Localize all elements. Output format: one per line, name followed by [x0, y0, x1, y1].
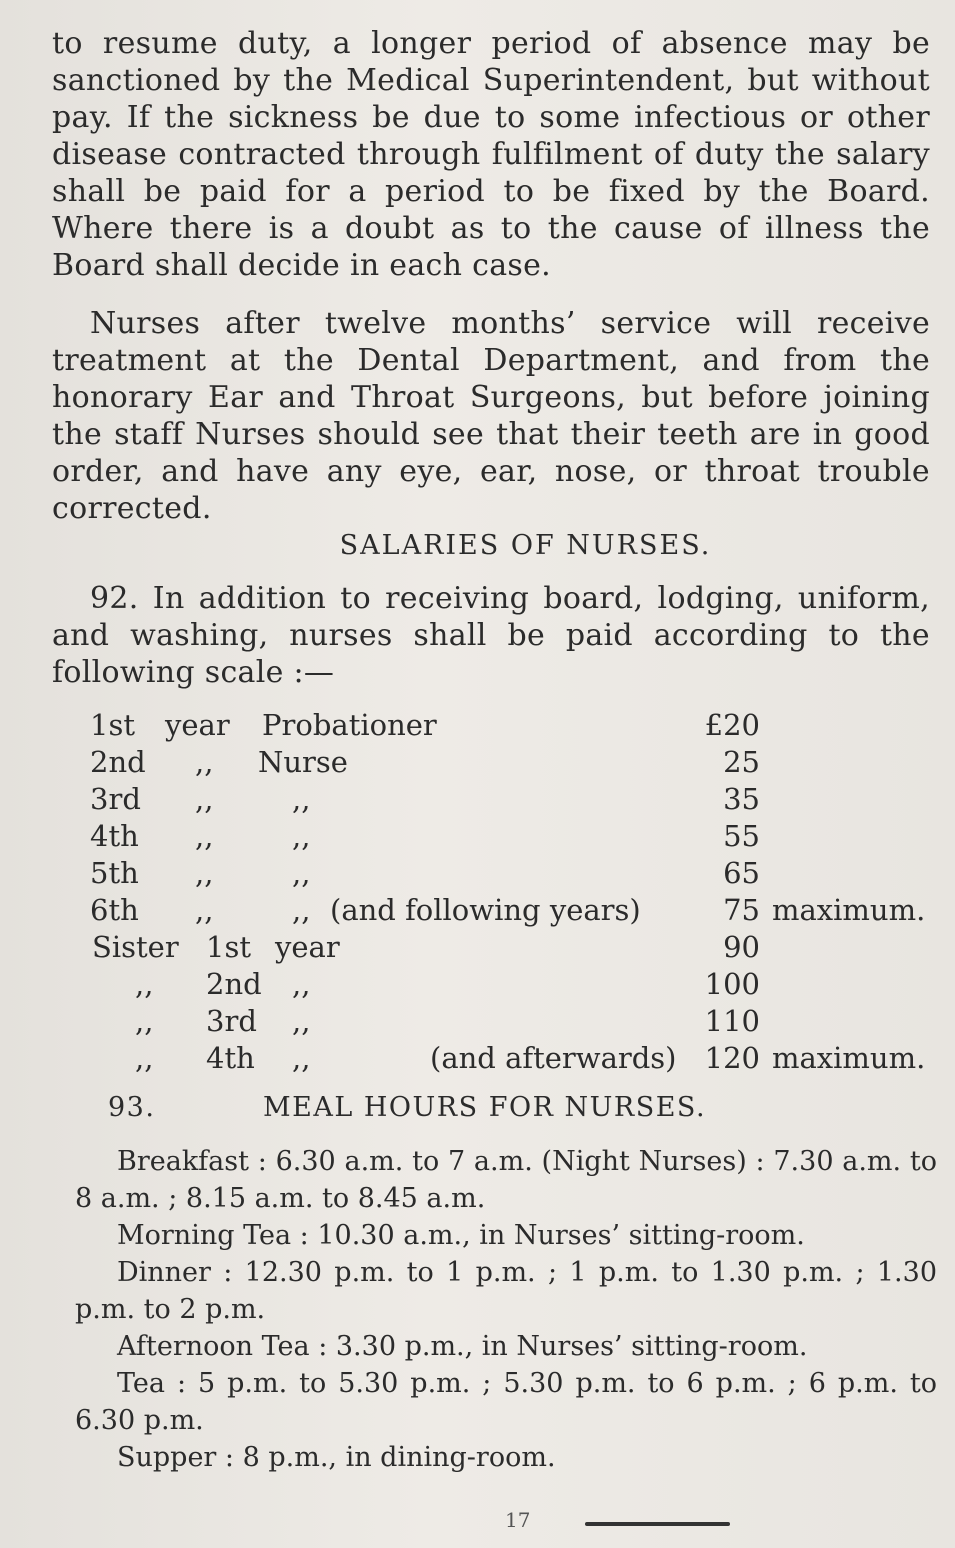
scale-row-3-amount: 35 — [723, 782, 760, 816]
meal-supper: Supper : 8 p.m., in dining-room. — [117, 1442, 556, 1473]
scale-row-5-amount: 65 — [723, 856, 760, 890]
scale-row-4-ditto: ,, — [195, 819, 214, 853]
scale-row-9-amount: 110 — [704, 1004, 760, 1038]
scale-row-6-year: 6th — [90, 893, 139, 927]
scale-row-5-year: 5th — [90, 856, 139, 890]
scale-row-7-amount: 90 — [723, 930, 760, 964]
scale-row-3-year: 3rd — [90, 782, 141, 816]
scale-row-10-grade: ,, — [292, 1041, 311, 1075]
meal-tea: Tea : 5 p.m. to 5.30 p.m. ; 5.30 p.m. to 6 p.m. ; 6 p.m. to 6.30 p.m. — [75, 1368, 937, 1436]
scale-row-9-ditto: 3rd — [206, 1004, 257, 1038]
scale-row-6-suffix: maximum. — [772, 893, 926, 927]
dental-paragraph: Nurses after twelve months’ service will receive treatment at the Dental Department, and from the honorary Ear and Throat Surgeons, but before joining the staff Nurses should see that their teeth are in good order, and have any eye, ear, nose, or throat trouble corrected. — [52, 306, 930, 526]
meal-dinner: Dinner : 12.30 p.m. to 1 p.m. ; 1 p.m. to 1.30 p.m. ; 1.30 p.m. to 2 p.m. — [75, 1257, 937, 1325]
scale-row-4-year: 4th — [90, 819, 139, 853]
meal-hours-heading: MEAL HOURS FOR NURSES. — [263, 1092, 707, 1123]
scale-row-1-amount: £20 — [704, 708, 760, 742]
salaries-heading: SALARIES OF NURSES. — [339, 530, 712, 561]
scale-row-10-note: (and afterwards) — [430, 1041, 677, 1075]
scale-row-7-ditto: 1st — [206, 930, 251, 964]
scale-row-10-ditto: 4th — [206, 1041, 255, 1075]
scale-row-8-year: ,, — [135, 967, 154, 1001]
scale-row-2-ditto: ,, — [195, 745, 214, 779]
scale-row-6-note: (and following years) — [330, 893, 641, 927]
scale-row-1-year: 1st — [90, 708, 135, 742]
scale-row-10-suffix: maximum. — [772, 1041, 926, 1075]
page-number: 17 — [505, 1508, 531, 1532]
meal-breakfast: Breakfast : 6.30 a.m. to 7 a.m. (Night Nurses) : 7.30 a.m. to 8 a.m. ; 8.15 a.m. to 8.45 a.m. — [75, 1146, 937, 1214]
scale-row-1-ditto: year — [165, 708, 230, 742]
scale-row-9-year: ,, — [135, 1004, 154, 1038]
scale-row-3-grade: ,, — [292, 782, 311, 816]
scale-row-4-amount: 55 — [723, 819, 760, 853]
scale-row-10-year: ,, — [135, 1041, 154, 1075]
scale-row-2-amount: 25 — [723, 745, 760, 779]
salaries-intro: 92. In addition to receiving board, lodging, uniform, and washing, nurses shall be paid according to the following scale :— — [52, 581, 930, 690]
scale-row-8-amount: 100 — [704, 967, 760, 1001]
scale-row-6-amount: 75 — [723, 893, 760, 927]
scale-row-9-grade: ,, — [292, 1004, 311, 1038]
scale-row-5-grade: ,, — [292, 856, 311, 890]
scale-row-3-ditto: ,, — [195, 782, 214, 816]
scale-row-8-ditto: 2nd — [206, 967, 262, 1001]
scale-row-8-grade: ,, — [292, 967, 311, 1001]
page-edge-mark — [585, 1522, 730, 1526]
meal-section-number: 93. — [108, 1092, 156, 1123]
scale-row-2-grade: Nurse — [258, 745, 348, 779]
meal-hours-list — [75, 1143, 937, 1476]
sickness-paragraph: to resume duty, a longer period of absence may be sanctioned by the Medical Superintendent, but without pay. If the sickness be due to some infectious or other disease contracted through fulfilment of duty the salary shall be paid for a period to be fixed by the Board. Where there is a doubt as to the cause of illness the Board shall decide in each case. — [52, 26, 930, 283]
meal-afternoon-tea: Afternoon Tea : 3.30 p.m., in Nurses’ sitting-room. — [117, 1331, 808, 1362]
scale-row-1-grade: Probationer — [262, 708, 437, 742]
meal-morning-tea: Morning Tea : 10.30 a.m., in Nurses’ sitting-room. — [117, 1220, 805, 1251]
scale-row-10-amount: 120 — [704, 1041, 760, 1075]
scale-row-4-grade: ,, — [292, 819, 311, 853]
scale-row-5-ditto: ,, — [195, 856, 214, 890]
scale-row-7-grade: year — [275, 930, 340, 964]
scale-row-2-year: 2nd — [90, 745, 146, 779]
scale-row-6-ditto: ,, — [195, 893, 214, 927]
scale-row-7-year: Sister — [92, 930, 179, 964]
scale-row-6-grade: ,, — [292, 893, 311, 927]
